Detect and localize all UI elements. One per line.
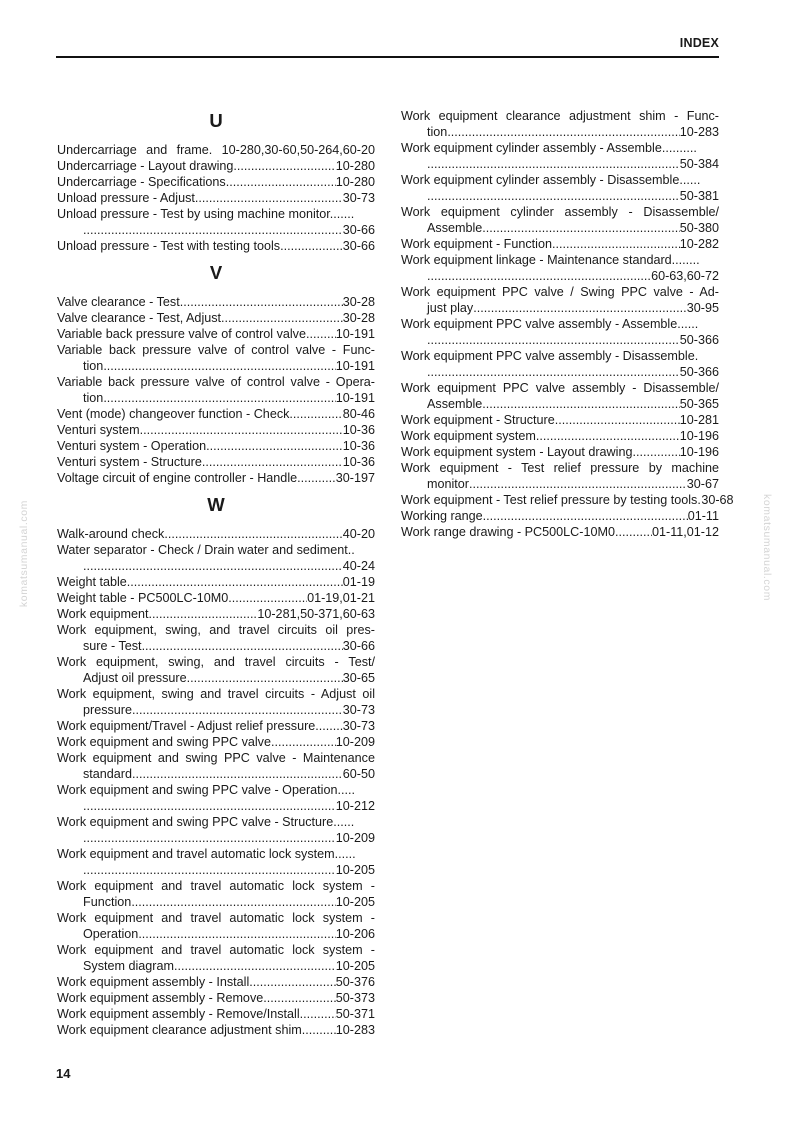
page-reference: 30-95 <box>686 301 719 315</box>
dot-leader <box>83 558 343 574</box>
index-entry-text: Work equipment and travel automatic lock system - <box>57 911 375 925</box>
index-entry-text: Unload pressure - Adjust <box>57 191 195 205</box>
index-entry-text: Work equipment and swing PPC valve - Structure...... <box>57 815 355 829</box>
index-entry-line <box>57 606 375 622</box>
page-reference: 01-19,01-21 <box>307 591 375 605</box>
index-entry <box>401 172 719 204</box>
index-entry <box>57 974 375 990</box>
page-reference: 01-11,01-12 <box>652 525 719 539</box>
index-entry <box>401 236 719 252</box>
index-entry-text: Work equipment and travel automatic lock system - <box>57 879 375 893</box>
dot-leader <box>483 508 688 524</box>
index-entry <box>57 590 375 606</box>
index-entry-text: Work equipment - Structure <box>401 413 555 427</box>
dot-leader <box>202 454 343 470</box>
index-entry <box>401 428 719 444</box>
index-entry-continuation: Operation <box>83 927 139 941</box>
index-entry-continuation: monitor <box>427 477 469 491</box>
index-entry-text: Venturi system - Structure <box>57 455 202 469</box>
index-entry-line <box>57 990 375 1006</box>
index-entry <box>401 508 719 524</box>
dot-leader <box>263 990 336 1006</box>
index-entry-line <box>57 358 375 374</box>
index-entry <box>57 606 375 622</box>
index-entry-text: Work equipment linkage - Maintenance standard........ <box>401 253 700 267</box>
index-entry-line <box>401 508 719 524</box>
index-entry-line <box>401 220 719 236</box>
index-entry-line <box>57 310 375 326</box>
index-entry-continuation: sure - Test <box>83 639 142 653</box>
index-entry <box>57 374 375 406</box>
watermark-right: komatsumanual.com <box>761 494 773 602</box>
index-entry-text: Work equipment PPC valve assembly - Disassemble. <box>401 349 699 363</box>
index-entry <box>57 206 375 238</box>
index-entry <box>401 204 719 236</box>
dot-leader <box>83 830 336 846</box>
dot-leader <box>142 638 343 654</box>
dot-leader <box>297 470 336 486</box>
dot-leader <box>427 188 680 204</box>
index-entry-text: Weight table - PC500LC-10M0 <box>57 591 229 605</box>
page-reference: 10-36 <box>342 455 375 469</box>
index-entry-line <box>57 406 375 422</box>
dot-leader <box>447 124 679 140</box>
dot-leader <box>174 958 336 974</box>
index-entry-text: Valve clearance - Test, Adjust <box>57 311 222 325</box>
index-entry-line <box>57 638 375 654</box>
index-entry <box>401 492 734 508</box>
section-letter-heading: V <box>209 262 223 283</box>
dot-leader <box>632 444 679 460</box>
index-entry-continuation: just play <box>427 301 474 315</box>
dot-leader <box>132 702 343 718</box>
index-entry <box>57 406 375 422</box>
index-entry <box>57 654 375 686</box>
index-entry-line <box>401 124 719 140</box>
index-entry <box>57 1022 375 1038</box>
page-reference: 30-73 <box>342 719 375 733</box>
page-reference: 30-66 <box>342 239 375 253</box>
dot-leader <box>127 574 343 590</box>
index-entry <box>57 718 375 734</box>
page-reference: 40-24 <box>342 559 375 573</box>
page-reference: 10-212 <box>335 799 375 813</box>
index-entry-text: Undercarriage - Specifications <box>57 175 226 189</box>
index-entry-line <box>401 492 734 508</box>
page-reference: 30-65 <box>342 671 375 685</box>
page-reference: 30-28 <box>342 295 375 309</box>
page-reference: 10-280 <box>335 175 375 189</box>
index-entry <box>57 542 375 574</box>
index-entry-line <box>57 958 375 974</box>
page-reference: 10-191 <box>335 391 375 405</box>
index-entry <box>57 142 375 158</box>
index-entry-text: Work equipment system - Layout drawing <box>401 445 633 459</box>
index-entry <box>57 782 375 814</box>
index-entry <box>57 326 375 342</box>
dot-leader <box>187 670 343 686</box>
page-reference: 30-28 <box>342 311 375 325</box>
index-entry <box>401 348 719 380</box>
page-reference: 50-366 <box>679 333 719 347</box>
page-reference: 10-205 <box>335 863 375 877</box>
index-entry <box>401 284 719 316</box>
index-column-left <box>57 108 375 1038</box>
index-entry-text: Work equipment PPC valve / Swing PPC valve - Ad- <box>401 285 719 299</box>
page-reference: 50-384 <box>679 157 719 171</box>
dot-leader <box>164 526 342 542</box>
index-entry-text: Work equipment clearance adjustment shim <box>57 1023 302 1037</box>
index-entry <box>401 252 719 284</box>
page-reference: 60-63,60-72 <box>651 269 719 283</box>
index-entry <box>57 158 375 174</box>
index-entry-line <box>401 476 719 492</box>
index-entry-line <box>401 156 719 172</box>
index-entry-text: Venturi system <box>57 423 140 437</box>
dot-leader <box>482 220 679 236</box>
index-entry-line <box>57 766 375 782</box>
page-reference: 10-281,50-371,60-63 <box>257 607 375 621</box>
dot-leader <box>427 364 680 380</box>
page-reference: 10-196 <box>679 429 719 443</box>
dot-leader <box>138 926 335 942</box>
dot-leader <box>83 222 343 238</box>
index-entry-line <box>57 574 375 590</box>
index-entry-line <box>57 702 375 718</box>
page-reference: 50-373 <box>335 991 375 1005</box>
dot-leader <box>482 396 679 412</box>
page-reference: 10-205 <box>335 895 375 909</box>
index-column-right <box>401 108 734 540</box>
dot-leader <box>195 190 343 206</box>
index-entry <box>57 438 375 454</box>
dot-leader <box>226 174 336 190</box>
index-entry-text: Venturi system - Operation <box>57 439 207 453</box>
index-entry-line <box>57 222 375 238</box>
index-entry-text: Work equipment and swing PPC valve - Maintenance <box>57 751 375 765</box>
section-letter-heading: U <box>209 110 223 131</box>
index-entry-text: Work equipment cylinder assembly - Disassemble/ <box>401 205 719 219</box>
dot-leader <box>228 590 307 606</box>
dot-leader <box>140 422 343 438</box>
page-reference: 10-281 <box>679 413 719 427</box>
index-entry-text: Voltage circuit of engine controller - Handle <box>57 471 298 485</box>
index-entry <box>57 1006 375 1022</box>
index-entry-line <box>57 470 375 486</box>
index-entry-text: Variable back pressure valve of control valve - Opera- <box>57 375 375 389</box>
index-entry-text: Work equipment and swing PPC valve <box>57 735 271 749</box>
index-entry <box>57 310 375 326</box>
index-entry-line <box>57 190 375 206</box>
page-reference: 01-11 <box>687 509 719 523</box>
index-entry-continuation: System diagram <box>83 959 174 973</box>
index-entry-continuation: pressure <box>83 703 132 717</box>
dot-leader <box>132 766 343 782</box>
index-entry <box>57 238 375 254</box>
dot-leader <box>427 268 651 284</box>
index-entry <box>57 422 375 438</box>
index-entry-line <box>57 558 375 574</box>
index-entry-text: Work equipment clearance adjustment shim - Func- <box>401 109 719 123</box>
header-title: INDEX <box>679 36 719 50</box>
index-entry-text: Work equipment, swing and travel circuits - Adjust oil <box>57 687 375 701</box>
index-entry-continuation: Function <box>83 895 132 909</box>
index-entry-line <box>57 926 375 942</box>
index-entry-line <box>57 390 375 406</box>
dot-leader <box>83 862 336 878</box>
index-entry-text: Water separator - Check / Drain water and sediment.. <box>57 543 355 557</box>
index-entry <box>57 734 375 750</box>
index-entry-line <box>401 364 719 380</box>
page-reference: 10-36 <box>342 423 375 437</box>
page-reference: 60-50 <box>342 767 375 781</box>
dot-leader <box>249 974 336 990</box>
dot-leader <box>315 718 343 734</box>
index-entry-text: Valve clearance - Test <box>57 295 180 309</box>
index-entry <box>401 380 719 412</box>
index-entry-line <box>57 422 375 438</box>
index-entry-line <box>57 862 375 878</box>
index-entry <box>57 750 375 782</box>
dot-leader <box>83 798 336 814</box>
index-entry <box>57 990 375 1006</box>
index-entry-text: Work equipment cylinder assembly - Disassemble...... <box>401 173 701 187</box>
page-reference: 50-380 <box>679 221 719 235</box>
index-entry-text: Work equipment, swing, and travel circuits - Test/ <box>57 655 375 669</box>
page-reference: 10-191 <box>335 359 375 373</box>
index-entry-line <box>57 454 375 470</box>
page-reference: 50-376 <box>335 975 375 989</box>
dot-leader <box>300 1006 336 1022</box>
index-entry-line <box>57 718 375 734</box>
index-entry-line <box>57 830 375 846</box>
index-entry <box>57 454 375 470</box>
page-reference: 50-371 <box>335 1007 375 1021</box>
index-entry-text: Work equipment - Test relief pressure by machine <box>401 461 719 475</box>
index-entry-continuation: Assemble <box>427 397 483 411</box>
index-entry-line <box>57 238 375 254</box>
dot-leader <box>206 438 343 454</box>
index-entry-line <box>401 300 719 316</box>
index-entry-text: Working range <box>401 509 483 523</box>
page-reference: 10-283 <box>335 1023 375 1037</box>
page-reference: 30-73 <box>342 703 375 717</box>
page-number: 14 <box>56 1066 71 1081</box>
dot-leader <box>280 238 343 254</box>
index-entry-continuation: Assemble <box>427 221 483 235</box>
page-reference: 30-67 <box>686 477 719 491</box>
index-entry-text: Work equipment - Test relief pressure by testing tools <box>401 493 698 507</box>
section-letter-heading: W <box>207 494 225 515</box>
index-entry <box>57 526 375 542</box>
dot-leader <box>148 606 257 622</box>
dot-leader <box>302 1022 336 1038</box>
index-entry-text: Variable back pressure valve of control valve <box>57 327 306 341</box>
index-entry-text: Walk-around check <box>57 527 165 541</box>
page-reference: 30-66 <box>342 639 375 653</box>
index-entry-continuation: Adjust oil pressure <box>83 671 187 685</box>
index-entry-text: Weight table <box>57 575 127 589</box>
index-entry <box>401 460 719 492</box>
page-reference: 10-191 <box>335 327 375 341</box>
index-entry-text: Work equipment - Function <box>401 237 552 251</box>
index-entry-text: Work equipment assembly - Remove <box>57 991 264 1005</box>
index-entry <box>57 910 375 942</box>
index-entry-line <box>401 428 719 444</box>
page-reference: 50-381 <box>679 189 719 203</box>
index-entry-text: Work equipment system <box>401 429 536 443</box>
index-entry <box>57 942 375 974</box>
watermark-left: komatsumanual.com <box>18 500 30 608</box>
dot-leader <box>469 476 687 492</box>
dot-leader <box>103 390 335 406</box>
page-reference: 40-20 <box>342 527 375 541</box>
index-entry-text: Work equipment PPC valve assembly - Disassemble/ <box>401 381 719 395</box>
dot-leader <box>427 156 680 172</box>
index-entry-line <box>401 236 719 252</box>
index-entry <box>401 412 719 428</box>
dot-leader <box>289 406 342 422</box>
index-entry-text: Work equipment <box>57 607 149 621</box>
index-entry-line <box>401 524 719 540</box>
index-entry <box>401 140 719 172</box>
dot-leader <box>427 332 680 348</box>
index-entry <box>401 524 719 540</box>
index-entry-text: Work range drawing - PC500LC-10M0 <box>401 525 615 539</box>
index-entry-line <box>57 974 375 990</box>
header-rule <box>56 56 719 58</box>
index-entry-text: Work equipment assembly - Remove/Install <box>57 1007 300 1021</box>
page-reference: 50-366 <box>679 365 719 379</box>
page-reference: 10-209 <box>335 831 375 845</box>
index-entry-line <box>57 894 375 910</box>
index-entry-line <box>57 158 375 174</box>
index-entry-text: Unload pressure - Test with testing tools <box>57 239 281 253</box>
index-entry-line <box>57 326 375 342</box>
dot-leader <box>536 428 680 444</box>
page-reference: 10-206 <box>335 927 375 941</box>
index-entry-line <box>57 1022 375 1038</box>
index-entry-line <box>401 412 719 428</box>
index-entry-line <box>57 438 375 454</box>
index-entry <box>401 444 719 460</box>
page-reference: 80-46 <box>342 407 375 421</box>
index-entry-line <box>401 188 719 204</box>
index-entry <box>57 574 375 590</box>
dot-leader <box>473 300 687 316</box>
page-reference: 10-280 <box>335 159 375 173</box>
index-entry-line <box>57 174 375 190</box>
page-reference: 50-365 <box>679 397 719 411</box>
index-entry-text: Work equipment, swing, and travel circuits oil pres- <box>57 623 375 637</box>
page-reference: 10-282 <box>679 237 719 251</box>
dot-leader <box>131 894 335 910</box>
index-entry-text: Work equipment and travel automatic lock system - <box>57 943 375 957</box>
index-entry-text: Undercarriage - Layout drawing <box>57 159 234 173</box>
index-entry <box>57 686 375 718</box>
index-entry <box>401 108 719 140</box>
index-entry <box>57 342 375 374</box>
index-entry-text: Work equipment/Travel - Adjust relief pressure <box>57 719 316 733</box>
index-entry-line <box>401 268 719 284</box>
index-entry <box>57 294 375 310</box>
index-entry <box>57 174 375 190</box>
page-reference: 10-209 <box>335 735 375 749</box>
index-entry-line <box>57 1006 375 1022</box>
index-entry <box>57 190 375 206</box>
dot-leader <box>306 326 336 342</box>
index-entry-line <box>57 526 375 542</box>
index-entry-line <box>57 294 375 310</box>
index-entry-continuation: tion <box>427 125 448 139</box>
index-entry-text: Work equipment assembly - Install <box>57 975 250 989</box>
index-entry-text: Variable back pressure valve of control valve - Func- <box>57 343 375 357</box>
index-entry-text: Work equipment cylinder assembly - Assemble.......... <box>401 141 697 155</box>
index-entry <box>57 470 375 486</box>
page-reference: 10-205 <box>335 959 375 973</box>
dot-leader <box>180 294 343 310</box>
index-entry-text: Unload pressure - Test by using machine monitor....... <box>57 207 355 221</box>
dot-leader <box>555 412 680 428</box>
index-entry-text: Work equipment and swing PPC valve - Operation..... <box>57 783 355 797</box>
index-entry <box>57 814 375 846</box>
page-reference: 30-197 <box>335 471 375 485</box>
index-entry-text: Work equipment and travel automatic lock system...... <box>57 847 356 861</box>
index-entry-line <box>401 332 719 348</box>
dot-leader <box>552 236 680 252</box>
index-entry-line <box>57 798 375 814</box>
index-entry <box>57 622 375 654</box>
index-entry-continuation: tion <box>83 359 104 373</box>
page-reference: 30-73 <box>342 191 375 205</box>
dot-leader <box>271 734 336 750</box>
page-reference: 30-68 <box>701 493 734 507</box>
page-reference: 10-283 <box>679 125 719 139</box>
index-entry-continuation: tion <box>83 391 104 405</box>
index-entry-line <box>57 590 375 606</box>
index-entry <box>401 316 719 348</box>
index-entry-line <box>401 396 719 412</box>
dot-leader <box>233 158 335 174</box>
index-entry-line <box>57 670 375 686</box>
index-entry-text: Work equipment PPC valve assembly - Assemble...... <box>401 317 699 331</box>
index-entry-continuation: standard <box>83 767 133 781</box>
page-reference: 10-196 <box>679 445 719 459</box>
page-reference: 01-19 <box>342 575 375 589</box>
index-entry-text: Undercarriage and frame. 10-280,30-60,50-264,60-20 <box>57 143 375 157</box>
index-entry <box>57 846 375 878</box>
dot-leader <box>221 310 343 326</box>
dot-leader <box>615 524 652 540</box>
index-entry-text: Vent (mode) changeover function - Check <box>57 407 290 421</box>
index-entry-line <box>401 444 719 460</box>
page-reference: 30-66 <box>342 223 375 237</box>
index-entry <box>57 878 375 910</box>
page-reference: 10-36 <box>342 439 375 453</box>
dot-leader <box>103 358 335 374</box>
index-entry-line <box>57 734 375 750</box>
